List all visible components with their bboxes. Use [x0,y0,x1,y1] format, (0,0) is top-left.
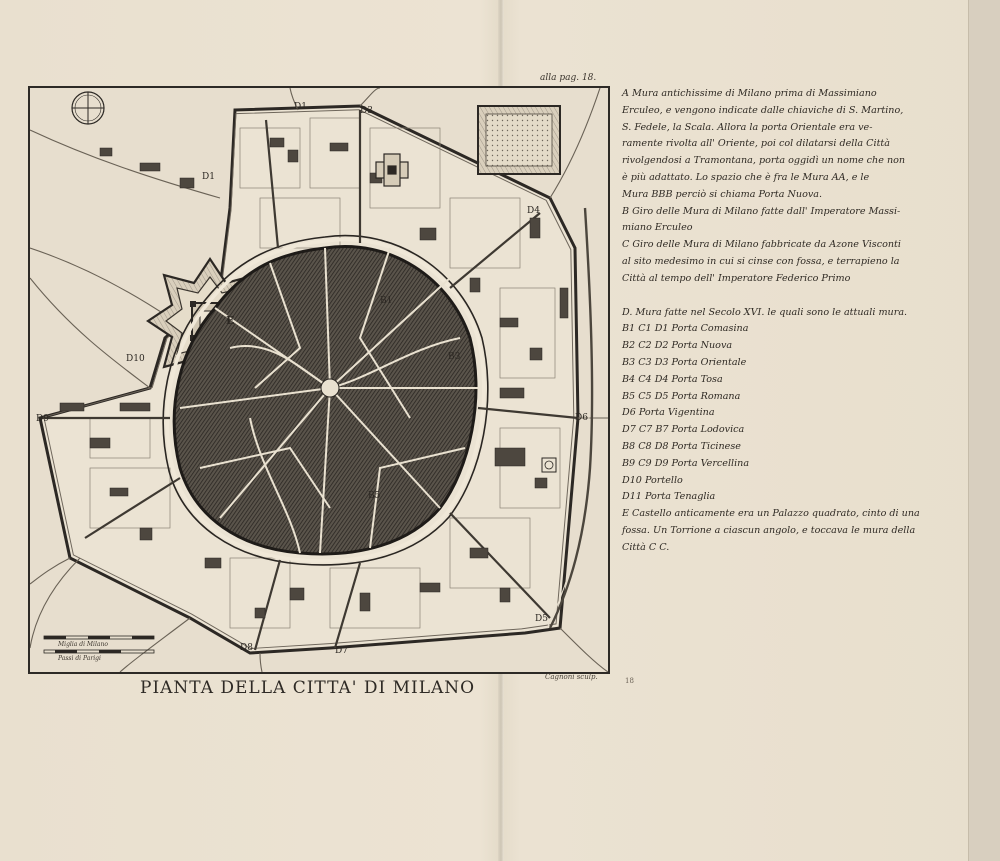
legend-line: C Giro delle Mura di Milano fabbricate da Azone Visconti [622,239,901,251]
legend-line: E Castello anticamente era un Palazzo quadrato, cinto di una [622,508,920,520]
legend-line: ramente rivolta all' Oriente, poi col dilatarsi della Città [622,138,891,150]
gate-label-b1: B1 [380,296,393,306]
city-map [28,86,610,674]
gate-label-b5: B5 [368,491,381,501]
legend-line: B9 C9 D9 Porta Vercellina [622,457,750,469]
legend-line: B2 C2 D2 Porta Nuova [622,340,733,352]
compass-rose-icon [72,92,104,124]
legend-line: Città C C. [622,541,670,553]
legend-line: A Mura antichissime di Milano prima di Massimiano [622,88,877,99]
legend-line: B8 C8 D8 Porta Ticinese [622,440,741,452]
legend-line: D10 Portello [622,474,683,486]
gate-label-d8: D8 [240,643,253,653]
legend-line: D. Mura fatte nel Secolo XVI. le quali sono le attuali mura. [622,306,908,318]
map-legend [622,86,967,557]
legend-line: D11 Porta Tenaglia [622,491,716,503]
gate-label-d5: D5 [535,614,548,624]
plate-page-reference: alla pag. 18. [540,73,597,83]
gate-label-d3: D3 [360,106,373,116]
gate-label-d1b: D1 [202,172,215,182]
castle-label-e: E [226,314,235,327]
legend-line: B5 C5 D5 Porta Romana [622,390,741,402]
gate-label-d7: D7 [335,646,348,656]
legend-line: B4 C4 D4 Porta Tosa [622,373,723,385]
gate-label-d10: D10 [126,354,145,364]
next-page-edge [968,0,1000,861]
gate-label-d9: D9 [36,414,49,424]
legend-line: Città al tempo dell' Imperatore Federico Primo [622,272,851,284]
legend-line: S. Fedele, la Scala. Allora la porta Orientale era ve- [622,121,873,133]
legend-line: Erculeo, e vengono indicate dalle chiaviche di S. Martino, [622,104,904,116]
legend-line: B1 C1 D1 Porta Comasina [622,323,749,335]
legend-line: D7 C7 B7 Porta Lodovica [622,424,745,436]
piazza-duomo [321,379,339,397]
legend-line: al sito medesimo in cui si cinse con fossa, e terrapieno la [622,255,900,267]
scale-label-paces: Passi di Parigi [58,655,101,662]
legend-spacer [622,288,967,305]
legend-line: D6 Porta Vigentina [622,407,715,419]
legend-line: Mura BBB perciò si chiama Porta Nuova. [622,188,823,200]
city-plan-engraving [30,88,608,672]
legend-line: miano Erculeo [622,222,693,234]
legend-line: B3 C3 D3 Porta Orientale [622,356,747,368]
map-title: PIANTA DELLA CITTA' DI MILANO [140,678,476,698]
page-corner-number: 18 [625,677,634,685]
gate-label-d4: D4 [527,206,540,216]
legend-line: rivolgendosi a Tramontana, porta oggidì un nome che non [622,155,906,167]
engraver-signature: Cagnoni sculp. [545,673,598,681]
gate-label-b3: B3 [448,352,461,362]
legend-line: fossa. Un Torrione a ciascun angolo, e toccava le mura della [622,524,916,536]
legend-line: è più adattato. Lo spazio che è fra le Mura AA, e le [622,171,870,183]
gate-label-d6: D6 [575,413,588,423]
scale-label-miles: Miglia di Milano [58,641,108,648]
legend-line: B Giro delle Mura di Milano fatte dall' Imperatore Massi- [622,205,901,217]
gate-label-d1a: D1 [294,102,307,112]
